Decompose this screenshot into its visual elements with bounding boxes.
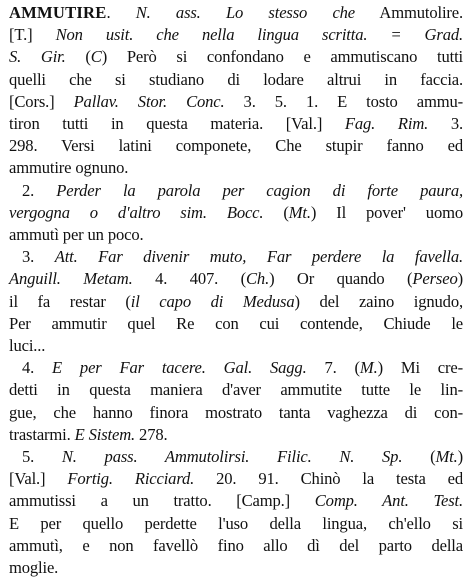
italic-text: N. ass. Lo stesso che [135, 3, 356, 22]
text-run: [Cors.] [9, 91, 74, 111]
entry-line [9, 180, 463, 202]
text-run: ammutissi a un tratto. [Camp.] [9, 491, 315, 511]
text-run: ) [457, 269, 463, 289]
text-run: 20. 91. Chinò la testa ed [194, 469, 464, 489]
text-run: [T.] [9, 25, 56, 45]
italic-text: Fortig. Ricciard. [67, 469, 195, 489]
text-run: gue, che hanno finora mostrato tanta vaghezza di con- [9, 402, 463, 422]
text-run: ( [65, 47, 91, 67]
text-run: 3. 5. 1. E tosto ammu- [224, 91, 464, 111]
italic-text: E Sistem. [74, 424, 136, 444]
text-run: ) [457, 447, 463, 467]
text-run: tiron tutti in questa materia. [Val.] [9, 114, 345, 134]
italic-text: Anguill. Metam. [9, 269, 133, 289]
text-run: ) Il pover' uomo [310, 202, 463, 222]
italic-text: C [90, 47, 102, 67]
text-run: luci... [9, 336, 46, 356]
text-run: 3. [22, 247, 55, 267]
text-run: ammutì per un poco. [9, 225, 144, 245]
italic-text: Non usit. che nella lingua scritta. = Grad. [55, 25, 463, 45]
text-run: ammutire ognuno. [9, 158, 129, 178]
italic-text: Mt. [288, 202, 311, 222]
italic-text: M. [359, 358, 378, 378]
text-run: ) del zaino ignudo, [294, 291, 463, 311]
entry-line [9, 313, 463, 335]
italic-text: Att. Far divenir muto, Far perdere la favella. [54, 247, 463, 267]
entry-line [9, 2, 463, 24]
entry-line [9, 202, 463, 224]
text-run: 5. [22, 447, 62, 467]
italic-text: N. pass. Ammutolirsi. Filic. N. Sp. [61, 447, 403, 467]
text-run: . [106, 3, 136, 22]
entry-line [9, 291, 463, 313]
entry-line [9, 91, 463, 113]
text-run: trastarmi. [9, 424, 75, 444]
entry-line [9, 268, 463, 290]
italic-text: Pallav. Stor. Conc. [73, 91, 225, 111]
text-run: ) Però si confondano e ammutiscano tutti [101, 47, 463, 67]
entry-line [9, 335, 463, 357]
entry-line [9, 135, 463, 157]
entry-line [9, 113, 463, 135]
text-run: 7. ( [306, 358, 360, 378]
italic-text: Mt. [435, 447, 458, 467]
text-run: detti in questa maniera d'aver ammutite tutte le lin- [9, 380, 463, 400]
text-run: moglie. [9, 558, 59, 578]
italic-text: Comp. Ant. Test. [314, 491, 464, 511]
entry-line [9, 490, 463, 512]
text-run: ( [263, 202, 289, 222]
entry-line [9, 535, 463, 557]
entry-line [9, 357, 463, 379]
italic-text: vergogna o d'altro sim. Bocc. [9, 202, 264, 222]
entry-line [9, 157, 463, 179]
text-run: 298. Versi latini componete, Che stupir fanno ed [9, 136, 463, 156]
text-run: [Val.] [9, 469, 68, 489]
text-run: ) Mi cre- [377, 358, 463, 378]
entry-line [9, 246, 463, 268]
text-run: 278. [135, 424, 168, 444]
text-run: ammutì, e non favellò fino allo dì del parto della [9, 535, 463, 555]
italic-text: E per Far tacere. Gal. Sagg. [52, 358, 307, 378]
italic-text: Fag. Rim. [344, 114, 429, 134]
entry-line [9, 513, 463, 535]
italic-text: S. Gir. [9, 47, 66, 67]
text-run: 3. [428, 114, 463, 134]
text-run: ( [402, 447, 436, 467]
entry-line [9, 402, 463, 424]
entry-line [9, 224, 463, 246]
entry-line [9, 24, 463, 46]
entry-line [9, 379, 463, 401]
entry-line [9, 557, 463, 579]
text-run: ) Or quando ( [269, 269, 413, 289]
italic-text: Perder la parola per cagion di forte paura, [56, 180, 463, 200]
entry-line [9, 46, 463, 68]
headword: AMMUTIRE [9, 3, 107, 22]
text-run: Ammutolire. [355, 3, 463, 22]
entry-line [9, 69, 463, 91]
italic-text: Ch. [246, 269, 270, 289]
text-run: 2. [22, 180, 57, 200]
text-run: 4. 407. ( [132, 269, 246, 289]
entry-line [9, 446, 463, 468]
text-run: Per ammutir quel Re con cui contende, Chiude le [9, 313, 463, 333]
text-run: quelli che si studiano di lodare altrui in faccia. [9, 69, 463, 89]
text-run: 4. [22, 358, 53, 378]
text-run: il fa restar ( [9, 291, 131, 311]
entry-line [9, 424, 463, 446]
text-run: E per quello perdette l'uso della lingua, ch'ello si [9, 513, 463, 533]
italic-text: Perseo [412, 269, 458, 289]
italic-text: il capo di Medusa [130, 291, 295, 311]
entry-line [9, 468, 463, 490]
